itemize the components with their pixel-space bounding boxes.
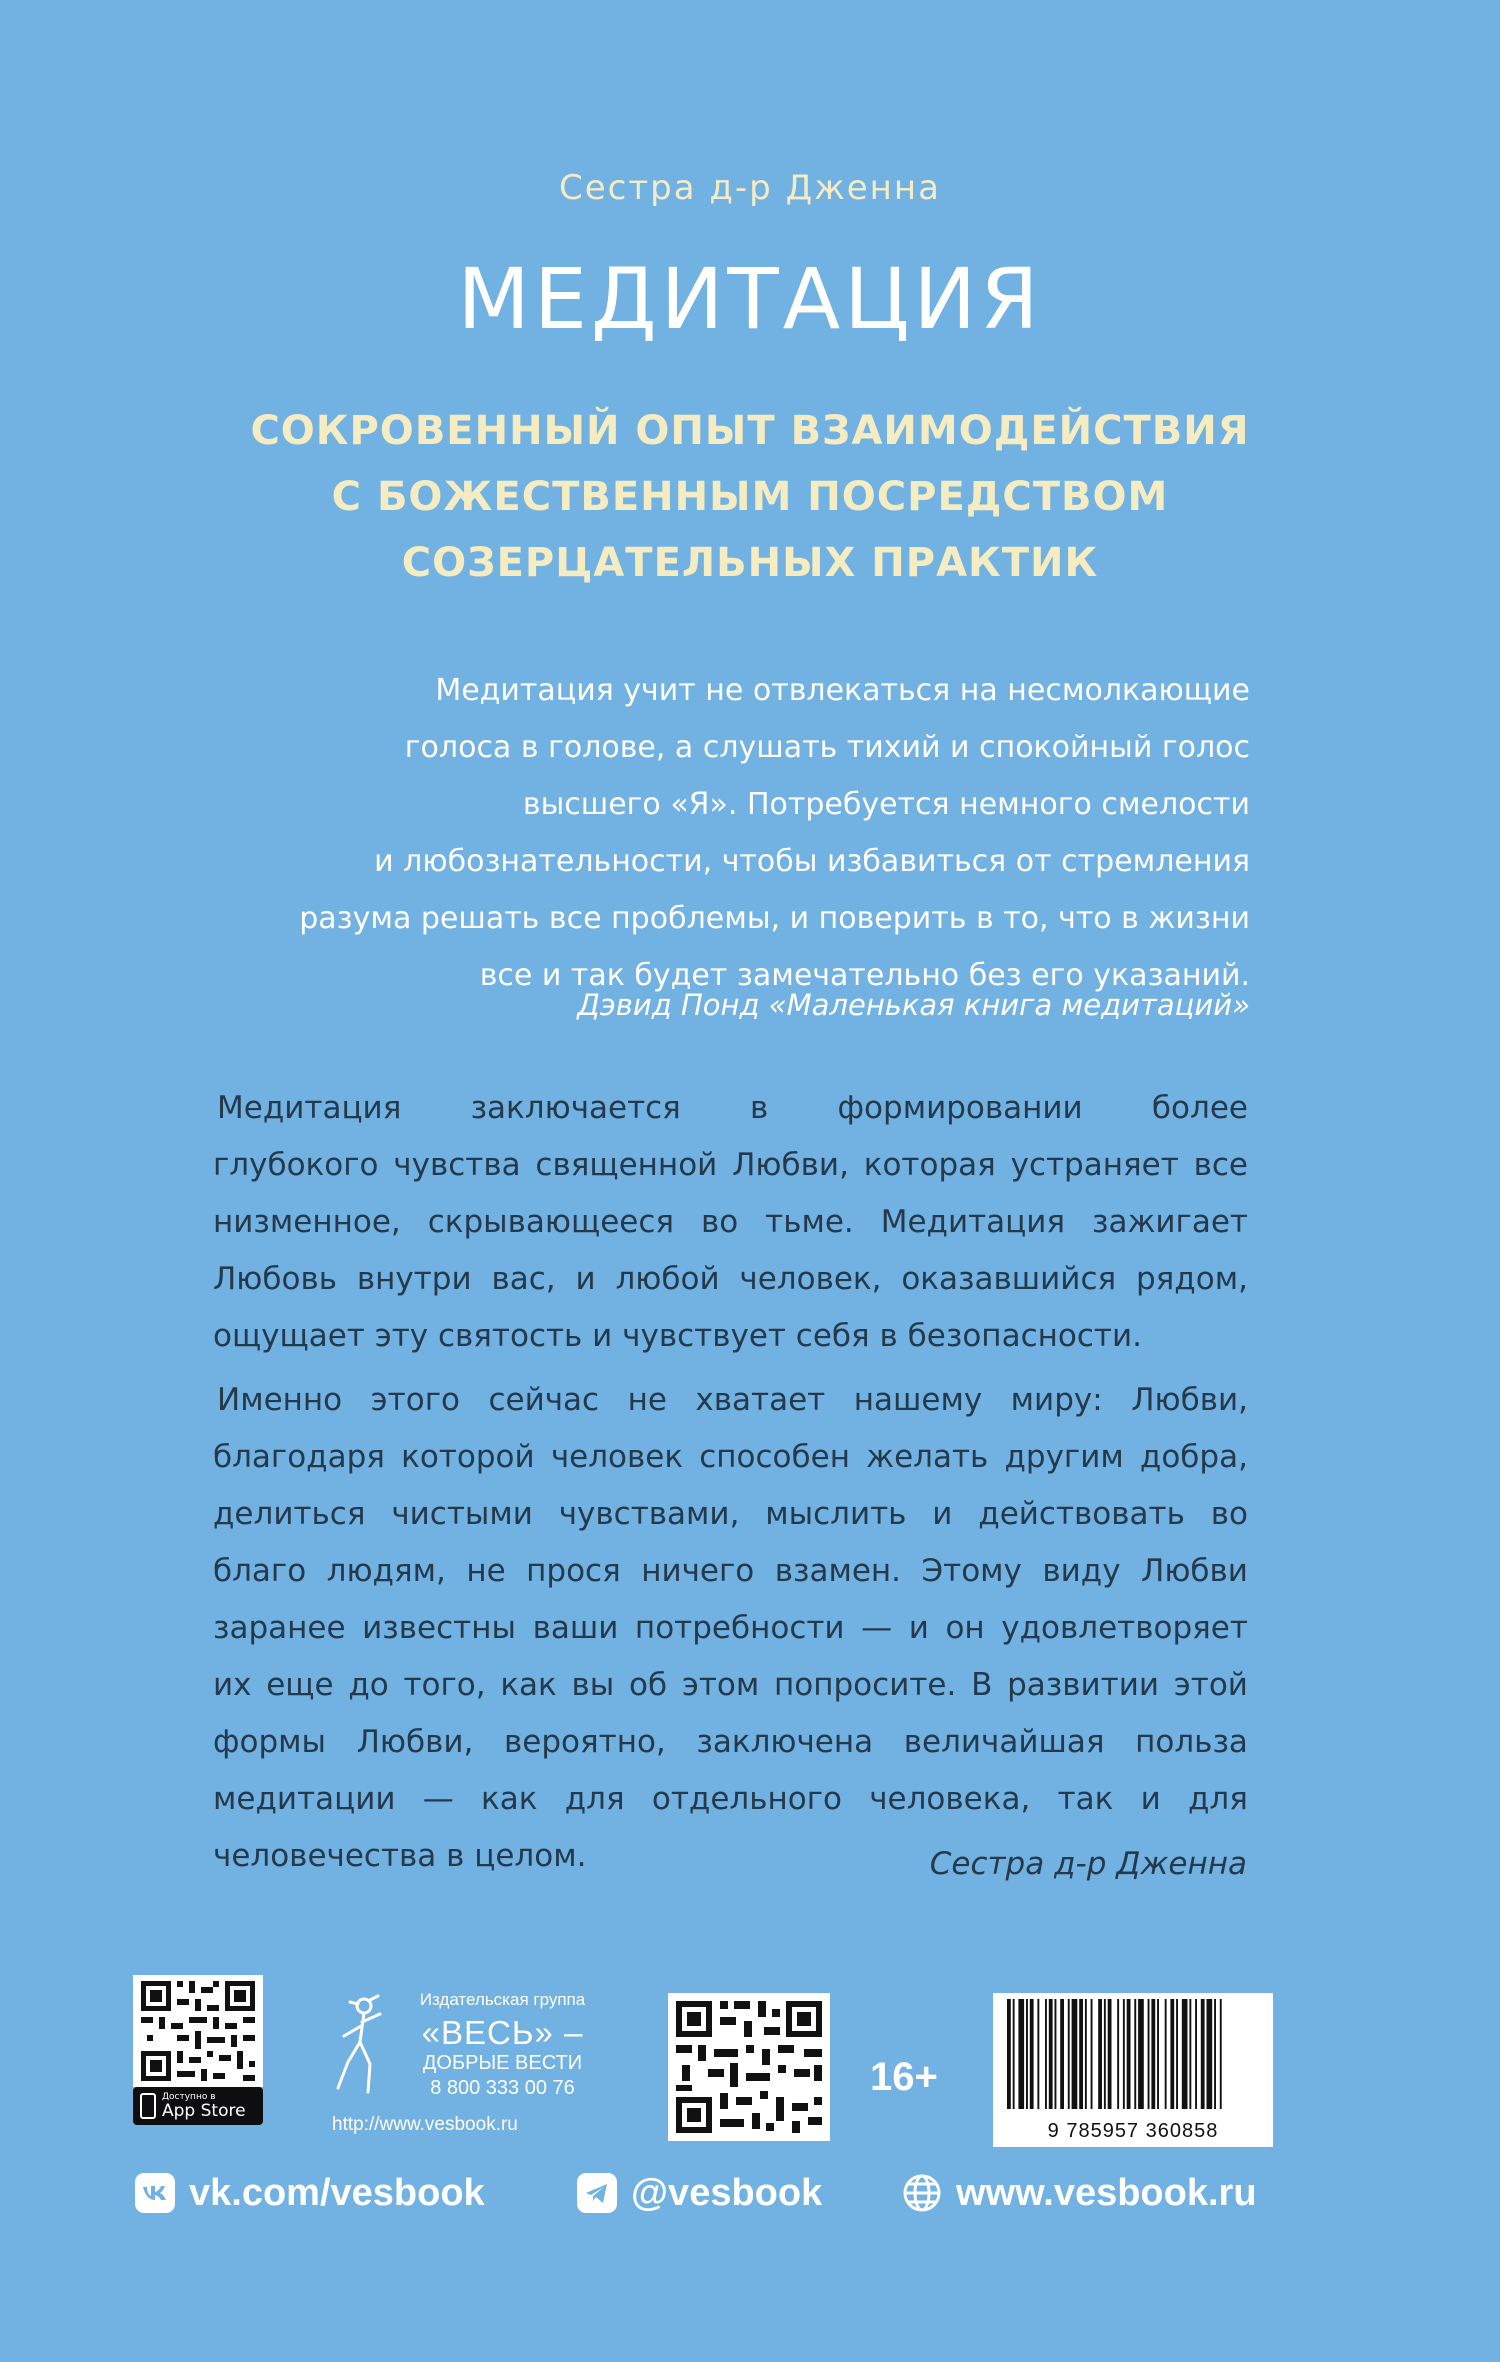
body-word: человек [550,1439,684,1475]
barcode-bar [1170,1999,1174,2109]
subtitle-line: С БОЖЕСТВЕННЫМ ПОСРЕДСТВОМ [331,474,1169,520]
quote-line: высшего «Я». Потребуется немного смелости [522,787,1250,822]
body-line [213,1137,1248,1194]
barcode-bar [1123,1999,1125,2109]
body-word: прося [526,1553,621,1589]
body-word: величайшая [903,1724,1105,1760]
publisher-block [395,1990,610,2100]
barcode-bar [1049,1999,1053,2109]
body-word: и [908,1610,929,1646]
quote-line: Медитация учит не отвлекаться на несмолкающие [435,673,1250,708]
body-word: ваши [532,1610,619,1646]
barcode-bar [1207,1999,1213,2109]
phone-icon [140,2093,156,2119]
publisher-phone: 8 800 333 00 76 [430,2077,575,2099]
signature: Сестра д-р Дженна [929,1846,1247,1882]
barcode-bar [1127,1999,1131,2109]
body-word: которая [863,1147,996,1183]
body-word: низменное, [213,1204,401,1240]
body-line [213,1251,1248,1308]
subtitle-line: СОКРОВЕННЫЙ ОПЫТ ВЗАИМОДЕЙСТВИЯ [250,408,1250,454]
body-word: благодаря [213,1439,385,1475]
body-line [213,1714,1248,1771]
body-word: Любви [1141,1553,1248,1589]
publisher-tagline: ДОБРЫЕ ВЕСТИ [422,2052,583,2074]
barcode-bar [1007,1999,1011,2109]
body-word: Любви, [356,1724,474,1760]
body-word: мыслить [765,1496,907,1532]
quote-line: все и так будет замечательно без его указаний. [479,958,1250,993]
website-link[interactable] [900,2169,1257,2217]
body-word: человека, [869,1781,1031,1817]
body-word: вас, [491,1261,556,1297]
book-title: МЕДИТАЦИЯ [457,250,1043,348]
vk-link[interactable] [133,2169,485,2217]
body-word: которой [401,1439,535,1475]
body-word: Медитация [217,1090,402,1126]
body-word: виду [1042,1553,1121,1589]
body-word: попросите. [774,1667,957,1703]
body-word: так [1057,1781,1114,1817]
quote-source: Дэвид Понд «Маленькая книга медитаций» [577,988,1250,1022]
barcode-bar [1108,1999,1112,2109]
body-word: и [932,1496,953,1532]
epigraph-quote [230,662,1250,1004]
body-word: и [1140,1781,1161,1817]
body-word: заключена [696,1724,874,1760]
barcode-bar [1037,1999,1039,2109]
body-word: еще [266,1667,334,1703]
barcode-bar [1182,1999,1188,2109]
body-word: не [627,1382,667,1418]
body-word: медитации [213,1781,396,1817]
body-word: Любви, [732,1147,849,1183]
body-word: тьме. [765,1204,854,1240]
barcode-bar [1214,1999,1216,2109]
appstore-label: App Store [162,2101,246,2121]
qr-code-icon[interactable] [668,1993,830,2141]
body-word: и [575,1261,596,1297]
body-word: чувствами, [558,1496,740,1532]
body-word: скрывающееся [427,1204,675,1240]
body-word: Именно [217,1382,343,1418]
body-word: более [1151,1090,1248,1126]
body-word: известны [362,1610,516,1646]
publisher-url[interactable]: http://www.vesbook.ru [332,2114,518,2135]
barcode-bar [1045,1999,1047,2109]
barcode-bar [1220,1999,1222,2109]
body-word: формировании [837,1090,1083,1126]
barcode-bar [1018,1999,1024,2109]
body-word: Медитация [880,1204,1066,1240]
barcode-bar [1030,1999,1034,2109]
body-line: ощущает эту святость и чувствует себя в безопасности. [213,1318,1142,1354]
barcode-bar [1201,1999,1205,2109]
body-word: потребности [634,1610,845,1646]
body-word: для [564,1781,625,1817]
barcode-bar [1068,1999,1070,2109]
publisher-group: Издательская группа [419,1990,586,2009]
body-word: развитии [1007,1667,1160,1703]
body-word: он [945,1610,985,1646]
annotation-text [213,1080,1248,1885]
body-word: во [1210,1496,1248,1532]
body-word: благо [213,1553,307,1589]
body-word: нашему [853,1382,983,1418]
body-word: ничего [641,1553,755,1589]
body-word: отдельного [651,1781,842,1817]
body-word: удовлетворяет [1001,1610,1248,1646]
body-word: Этому [921,1553,1022,1589]
body-line [213,1771,1248,1828]
body-word: Любовь [213,1261,338,1297]
body-word: сейчас [488,1382,600,1418]
barcode-bar [1098,1999,1102,2109]
body-word: В [971,1667,993,1703]
barcode-bar [1151,1999,1155,2109]
body-word: желать [866,1439,989,1475]
body-word: польза [1135,1724,1248,1760]
body-word: глубокого [213,1147,379,1183]
quote-line: голоса в голове, а слушать тихий и спокойный голос [404,730,1250,765]
barcode-bars [993,1999,1273,2119]
age-rating: 16+ [870,2055,938,2099]
body-word: священной [535,1147,718,1183]
isbn-barcode [993,1993,1273,2147]
body-word: того, [403,1667,486,1703]
body-word: другим [1004,1439,1124,1475]
qr-code-graphic [668,1993,830,2141]
appstore-badge[interactable] [133,2087,263,2125]
body-word: способен [699,1439,850,1475]
barcode-bar [1091,1999,1093,2109]
body-word: об [629,1667,668,1703]
body-line [213,1372,1248,1429]
body-line [213,1429,1248,1486]
body-word: как [481,1781,538,1817]
qr-code-graphic [133,1975,263,2087]
website-label: www.vesbook.ru [956,2171,1257,2214]
body-line [213,1543,1248,1600]
vk-label: vk.com/vesbook [189,2171,485,2214]
barcode-bar [1148,1999,1150,2109]
body-word: внутри [356,1261,472,1297]
body-word: миру: [1010,1382,1103,1418]
appstore-small-label: Доступно в [162,2092,216,2102]
body-word: чистыми [391,1496,533,1532]
quote-line: и любознательности, чтобы избавиться от стремления [374,844,1250,879]
barcode-bar [1138,1999,1144,2109]
barcode-bar [1134,1999,1136,2109]
subtitle-line: СОЗЕРЦАТЕЛЬНЫХ ПРАКТИК [401,540,1099,586]
body-line [213,1486,1248,1543]
body-word: этого [370,1382,460,1418]
body-word: хватает [695,1382,826,1418]
body-line [213,1657,1248,1714]
body-word: чувства [393,1147,521,1183]
vk-icon [133,2171,177,2215]
hermes-logo-icon [330,1992,390,2112]
barcode-bar [1176,1999,1178,2109]
barcode-bar [1085,1999,1087,2109]
body-word: Любви, [1131,1382,1248,1418]
body-word: вероятно, [504,1724,666,1760]
body-word: их [213,1667,252,1703]
barcode-bar [1195,1999,1197,2109]
barcode-bar [1072,1999,1078,2109]
body-line [213,1080,1248,1137]
barcode-bar [1165,1999,1167,2109]
barcode-bar [1055,1999,1057,2109]
body-word: этой [1173,1667,1248,1703]
telegram-icon [575,2171,619,2215]
body-word: — [422,1781,454,1817]
body-word: делиться [213,1496,366,1532]
body-word: людям, [326,1553,446,1589]
body-word: рядом, [1135,1261,1248,1297]
publisher-name: «ВЕСЬ» – [421,2014,584,2051]
body-word: как [500,1667,557,1703]
body-word: заключается [470,1090,681,1126]
body-word: добра, [1139,1439,1248,1475]
barcode-bar [1026,1999,1028,2109]
globe-icon [900,2171,944,2215]
body-word: до [348,1667,389,1703]
quote-line: разума решать все проблемы, и поверить в то, что в жизни [299,901,1250,936]
body-word: взамен. [774,1553,902,1589]
body-word: формы [213,1724,327,1760]
barcode-bar [1060,1999,1064,2109]
body-word: устраняет [1010,1147,1179,1183]
body-word: оказавшийся [901,1261,1117,1297]
barcode-bar [1013,1999,1015,2109]
body-word: человек, [739,1261,882,1297]
barcode-number: 9 785957 360858 [1047,2120,1219,2142]
body-word: любой [615,1261,720,1297]
body-word: — [861,1610,893,1646]
body-line: человечества в целом. [213,1838,587,1874]
barcode-bar [1079,1999,1083,2109]
body-line [213,1600,1248,1657]
body-word: этом [681,1667,760,1703]
body-word: заранее [213,1610,346,1646]
body-word: не [466,1553,506,1589]
body-line [213,1194,1248,1251]
author-name: Сестра д-р Дженна [559,168,941,208]
qr-code-icon[interactable] [133,1975,263,2087]
telegram-label: @vesbook [631,2171,823,2214]
body-word: для [1188,1781,1248,1817]
body-word: во [700,1204,739,1240]
body-word: действовать [978,1496,1185,1532]
body-word: зажигает [1091,1204,1248,1240]
body-word: вы [571,1667,615,1703]
book-subtitle [0,398,1500,596]
body-word: в [750,1090,769,1126]
body-word: все [1193,1147,1248,1183]
barcode-bar [1104,1999,1106,2109]
barcode-bar [1117,1999,1119,2109]
barcode-bar [1157,1999,1159,2109]
telegram-link[interactable] [575,2169,822,2217]
barcode-bar [1189,1999,1191,2109]
